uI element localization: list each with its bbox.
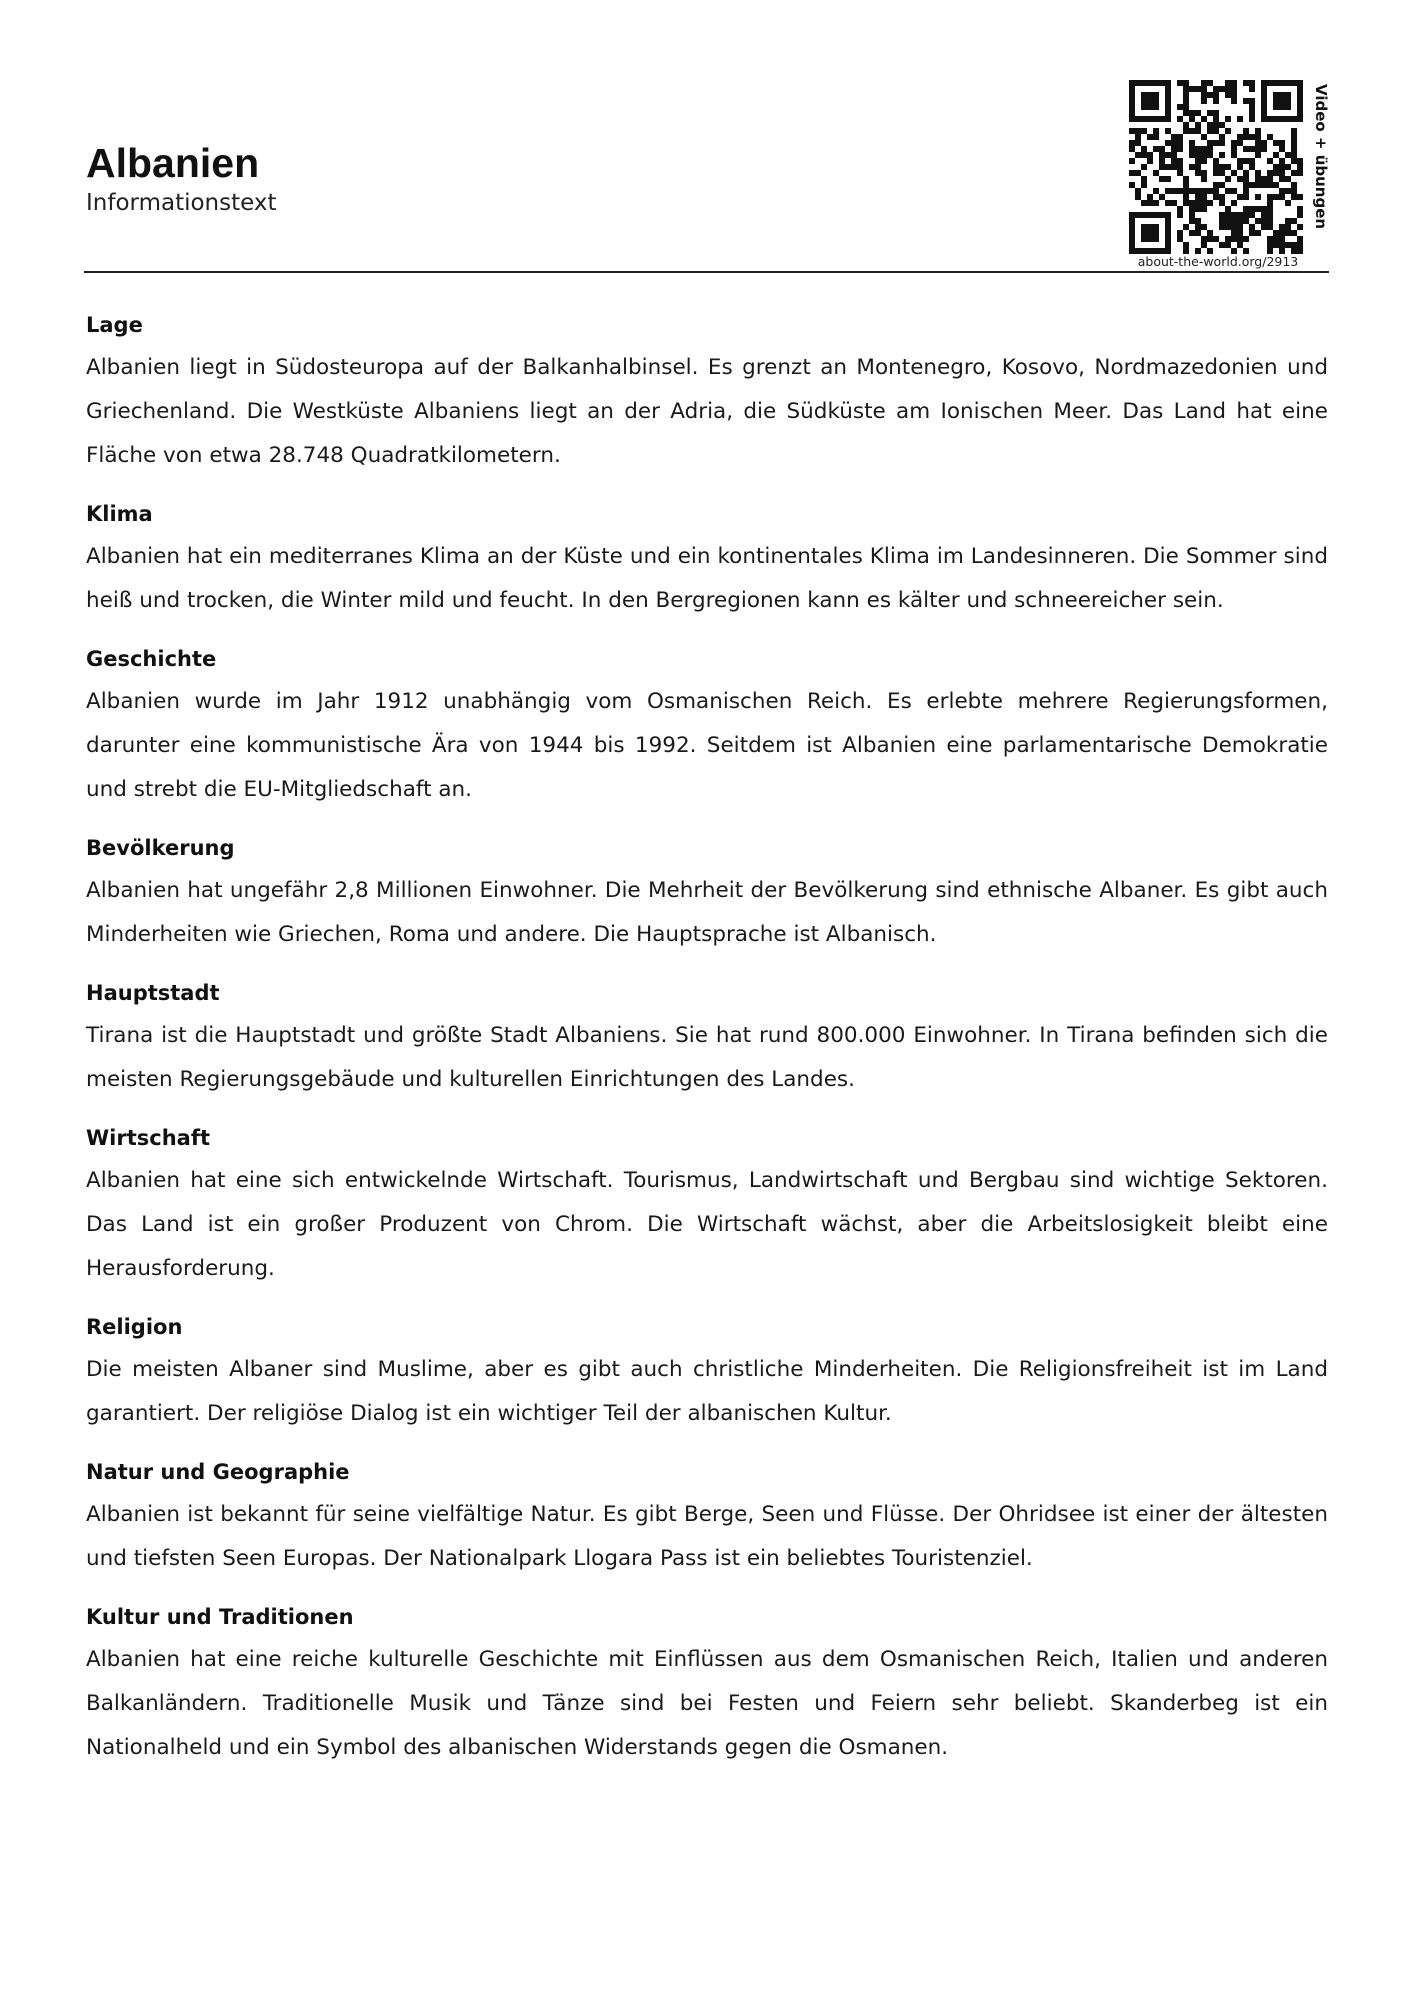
section-heading: Religion xyxy=(86,1315,183,1339)
section-heading: Geschichte xyxy=(86,647,217,671)
section-lage xyxy=(86,310,1328,478)
section-heading: Hauptstadt xyxy=(86,981,220,1005)
section-text: Albanien hat ein mediterranes Klima an der Küste und ein kontinentales Klima im Landesinneren. Die Sommer sind heiß und trocken, die Winter mild und feucht. In den Bergregionen kann es kälter und schneereicher sein. xyxy=(86,544,1328,613)
section-heading: Kultur und Traditionen xyxy=(86,1605,354,1629)
section-text: Albanien liegt in Südosteuropa auf der Balkanhalbinsel. Es grenzt an Montenegro, Kosovo, Nordmazedonien und Griechenland. Die Westküste Albaniens liegt an der Adria, die Südküste am Ionischen Meer. Das Land hat eine Fläche von etwa 28.748 Quadratkilometern. xyxy=(86,355,1328,468)
qr-side-label-text: Video + übungen xyxy=(1312,84,1330,230)
qr-side-label xyxy=(1309,84,1333,254)
qr-code-icon[interactable] xyxy=(1129,80,1303,254)
section-religion xyxy=(86,1312,1328,1436)
section-heading: Bevölkerung xyxy=(86,836,235,860)
section-natur xyxy=(86,1457,1328,1581)
section-wirtschaft xyxy=(86,1123,1328,1291)
section-hauptstadt xyxy=(86,978,1328,1102)
section-bevoelkerung xyxy=(86,833,1328,957)
section-text: Albanien ist bekannt für seine vielfältige Natur. Es gibt Berge, Seen und Flüsse. Der Ohridsee ist einer der ältesten und tiefsten Seen Europas. Der Nationalpark Llogara Pass ist ein beliebtes Touristenziel. xyxy=(86,1502,1328,1571)
header-divider xyxy=(84,271,1329,273)
section-text: Albanien hat ungefähr 2,8 Millionen Einwohner. Die Mehrheit der Bevölkerung sind ethnische Albaner. Es gibt auch Minderheiten wie Griechen, Roma und andere. Die Hauptsprache ist Albanisch. xyxy=(86,878,1328,947)
qr-url[interactable]: about-the-world.org/2913 xyxy=(1137,254,1299,269)
section-text: Albanien hat eine reiche kulturelle Geschichte mit Einflüssen aus dem Osmanischen Reich, Italien und anderen Balkanländern. Traditionelle Musik und Tänze sind bei Festen und Feiern sehr beliebt. Skanderbeg ist ein Nationalheld und ein Symbol des albanischen Widerstands gegen die Osmanen. xyxy=(86,1647,1328,1760)
page-subtitle: Informationstext xyxy=(86,190,277,216)
section-text: Albanien hat eine sich entwickelnde Wirtschaft. Tourismus, Landwirtschaft und Bergbau sind wichtige Sektoren. Das Land ist ein großer Produzent von Chrom. Die Wirtschaft wächst, aber die Arbeitslosigkeit bleibt eine Herausforderung. xyxy=(86,1168,1328,1281)
section-heading: Lage xyxy=(86,313,143,337)
section-text: Die meisten Albaner sind Muslime, aber es gibt auch christliche Minderheiten. Die Religionsfreiheit ist im Land garantiert. Der religiöse Dialog ist ein wichtiger Teil der albanischen Kultur. xyxy=(86,1357,1328,1426)
section-geschichte xyxy=(86,644,1328,812)
section-heading: Klima xyxy=(86,502,153,526)
page-header xyxy=(86,140,277,218)
article-body xyxy=(86,310,1328,1791)
section-klima xyxy=(86,499,1328,623)
qr-block[interactable] xyxy=(1129,80,1330,270)
section-text: Albanien wurde im Jahr 1912 unabhängig vom Osmanischen Reich. Es erlebte mehrere Regierungsformen, darunter eine kommunistische Ära von 1944 bis 1992. Seitdem ist Albanien eine parlamentarische Demokratie und strebt die EU-Mitgliedschaft an. xyxy=(86,689,1328,802)
page-title: Albanien xyxy=(86,140,260,186)
section-text: Tirana ist die Hauptstadt und größte Stadt Albaniens. Sie hat rund 800.000 Einwohner. In Tirana befinden sich die meisten Regierungsgebäude und kulturellen Einrichtungen des Landes. xyxy=(86,1023,1328,1092)
section-heading: Natur und Geographie xyxy=(86,1460,350,1484)
section-heading: Wirtschaft xyxy=(86,1126,211,1150)
section-kultur xyxy=(86,1602,1328,1770)
